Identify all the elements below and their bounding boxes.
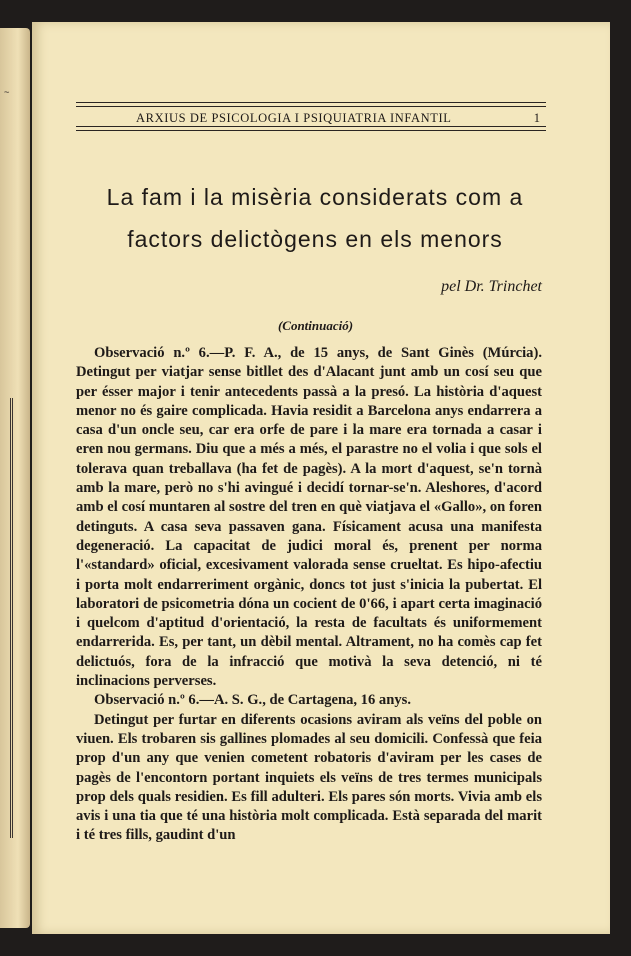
header-rule	[76, 130, 546, 131]
previous-page-ornamental-border	[2, 398, 13, 838]
paragraph-observation-1: Observació n.º 6.—P. F. A., de 15 anys, de Sant Ginès (Múrcia). Detingut per viatjar sense bitllet des d'Alacant junt amb un cosí seu que per ésser major i tenir antecedents passà a la presó. La història d'aquest menor no és gaire complicada. Havia residit a Barcelona anys endarrera a casa d'un oncle seu, car era orfe de pare i la mare era tornada a casar i eren nou germans. Diu que a més a més, el parastre no el volia i que sols el tolerava quan treballava (ha fet de pagès). A la mort d'aquest, se'n tornà amb la mare, però no s'hi avingué i decidí tornar-se'n. Aleshores, d'acord amb el cosí muntaren al sostre del tren en què viatjava el «Gallo», on foren detinguts. A casa seva passaven gana. Físicament acusa una manifesta degeneració. La capacitat de judici moral és, prenent per norma l'«standard» oficial, excesivament valorada sense crueltat. Es hipo-afectiu i porta molt endarreriment orgànic, doncs tot just s'inicia la pubertat. El laboratori de psicometria dóna un cocient de 0'66, i apart certa imaginació i quelcom d'aptitud d'orientació, la resta de facultats és uniformement endarrerida. Es, per tant, un dèbil mental. Altrament, no ha comès cap fet delictuós, fora de la infracció que motivà la seva detenció, ni té inclinacions perverses.	[76, 345, 542, 690]
paragraph-observation-2: Detingut per furtar en diferents ocasions aviram als veïns del poble on viuen. Els trobaren sis gallines plomades al seu domicili. Confessà que feia prop d'un any que venien cometent robatoris d'aviram per les cases de pagès de l'encontorn portant inquiets els veïns de tres termes municipals prop dels quals residien. Es fill adulteri. Els pares són morts. Vivia amb els avis i una tia que té una història molt complicada. Està separada del marit i té tres fills, gaudint d'un	[76, 711, 542, 844]
article-title-line-2: factors delictògens en els menors	[127, 226, 503, 252]
article-body	[76, 344, 542, 846]
article-author: pel Dr. Trinchet	[441, 278, 542, 295]
previous-page-mark: ~	[4, 88, 10, 98]
journal-title: ARXIUS DE PSICOLOGIA I PSIQUIATRIA INFANTIL	[136, 111, 452, 125]
continuation-label: (Continuació)	[277, 318, 354, 333]
paragraph-observation-2-heading: Observació n.º 6.—A. S. G., de Cartagena, 16 anys.	[94, 692, 411, 709]
article-title-line-1: La fam i la misèria considerats com a	[106, 184, 524, 210]
previous-page-edge	[0, 28, 30, 928]
page-number: 1	[533, 111, 540, 125]
running-header	[76, 102, 546, 132]
header-rule	[76, 102, 546, 103]
header-rule	[76, 106, 546, 107]
header-rule	[76, 126, 546, 127]
